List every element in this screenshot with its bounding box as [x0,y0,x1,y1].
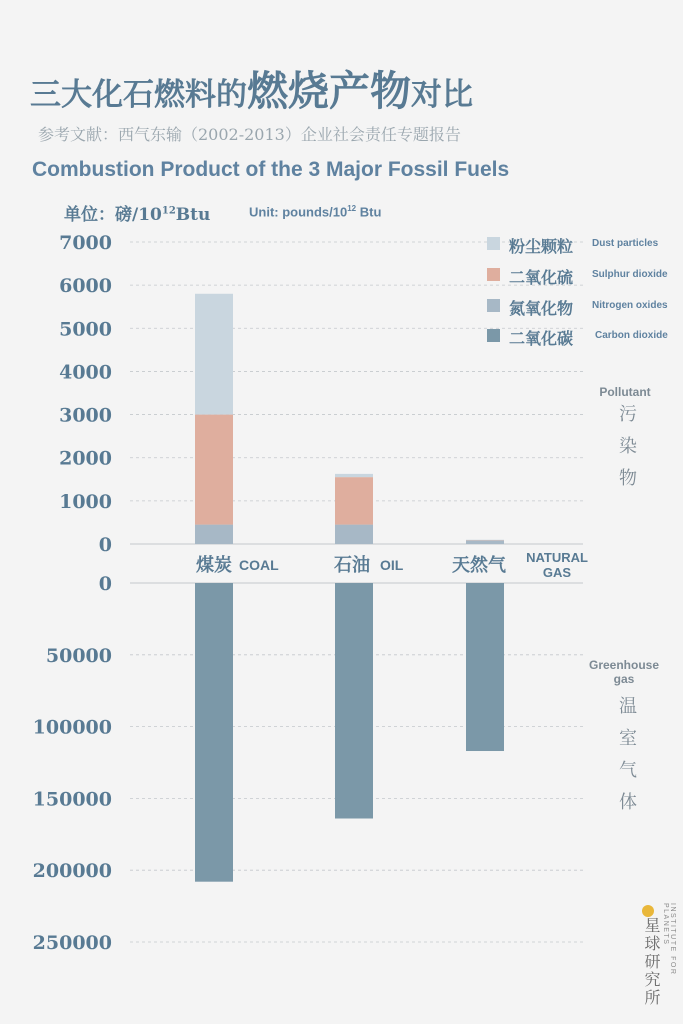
unit-en-text: Unit: pounds/10 [249,204,348,220]
logo [640,903,676,1018]
bar-dust-natural-gas [466,540,504,541]
upper-y-tick-label: 7000 [59,232,112,254]
upper-y-tick-label: 1000 [59,490,112,513]
legend-label-cn: 粉尘颗粒 [509,237,574,256]
logo-name: 星球研究所 [642,917,661,1007]
upper-y-tick-label: 6000 [59,275,112,298]
bar-dust-coal [195,294,233,415]
unit-cn-suffix: Btu [175,205,211,225]
upper-y-tick-label: 0 [98,534,112,556]
pollutant-label-cn: 污染物 [616,404,637,500]
greenhouse-label-en: Greenhouse gas [588,658,660,686]
title-part1: 三大化石燃料的 [30,77,247,113]
unit-cn-text: 单位：磅/10 [64,205,162,225]
legend-label-en: Nitrogen oxides [592,300,668,311]
category-label-en: OIL [380,557,404,573]
bar-nitrogen-coal [195,525,233,544]
unit-cn-sup: 12 [161,205,176,217]
category-label-en-line2: GAS [542,565,572,580]
legend-swatch [487,237,500,250]
category-label-en-line1: NATURAL [526,550,588,565]
title-part2: 燃烧产物 [247,67,411,115]
bar-nitrogen-oil [335,525,373,544]
lower-y-tick-label: 0 [98,573,112,595]
logo-en: INSTITUTE FOR PLANETS [662,903,676,976]
upper-y-tick-label: 4000 [59,361,112,384]
legend-swatch [487,329,500,342]
lower-y-tick-label: 150000 [32,788,112,811]
bar-sulphur-coal [195,415,233,525]
legend-swatch [487,268,500,281]
upper-y-tick-label: 5000 [59,318,112,341]
legend-label-cn: 二氧化硫 [509,268,574,287]
bar-carbon-oil [335,583,373,819]
pollutant-label-en: Pollutant [599,385,651,399]
bar-dust-oil [335,474,373,477]
lower-y-tick-label: 200000 [32,860,112,883]
bar-carbon-coal [195,583,233,882]
lower-y-tick-label: 100000 [32,716,112,739]
greenhouse-label-cn: 温室气体 [616,696,637,824]
bar-sulphur-oil [335,477,373,524]
english-title: Combustion Product of the 3 Major Fossil Fuels [32,158,510,181]
bar-nitrogen-natural-gas [466,540,504,544]
unit-en-sup: 12 [347,204,357,213]
lower-y-tick-label: 250000 [32,932,112,954]
title-part3: 对比 [411,77,473,113]
lower-y-tick-label: 50000 [45,644,112,667]
legend-label-en: Carbon dioxide [595,330,668,341]
logo-dot-icon [642,905,654,917]
category-label-cn: 石油 [334,555,370,576]
category-label-cn: 天然气 [452,555,506,576]
legend-label-en: Dust particles [592,238,659,249]
category-label-en: COAL [239,557,279,573]
legend-label-cn: 氮氧化物 [509,299,574,318]
legend-swatch [487,299,500,312]
upper-y-tick-label: 3000 [59,404,112,427]
unit-en-suffix: Btu [356,204,382,220]
legend-label-cn: 二氧化碳 [509,329,574,348]
upper-y-tick-label: 2000 [59,447,112,470]
category-label-cn: 煤炭 [196,555,232,576]
legend-label-en: Sulphur dioxide [592,269,668,280]
bar-carbon-natural-gas [466,583,504,751]
reference-text: 参考文献：西气东输（2002-2013）企业社会责任专题报告 [38,125,461,144]
